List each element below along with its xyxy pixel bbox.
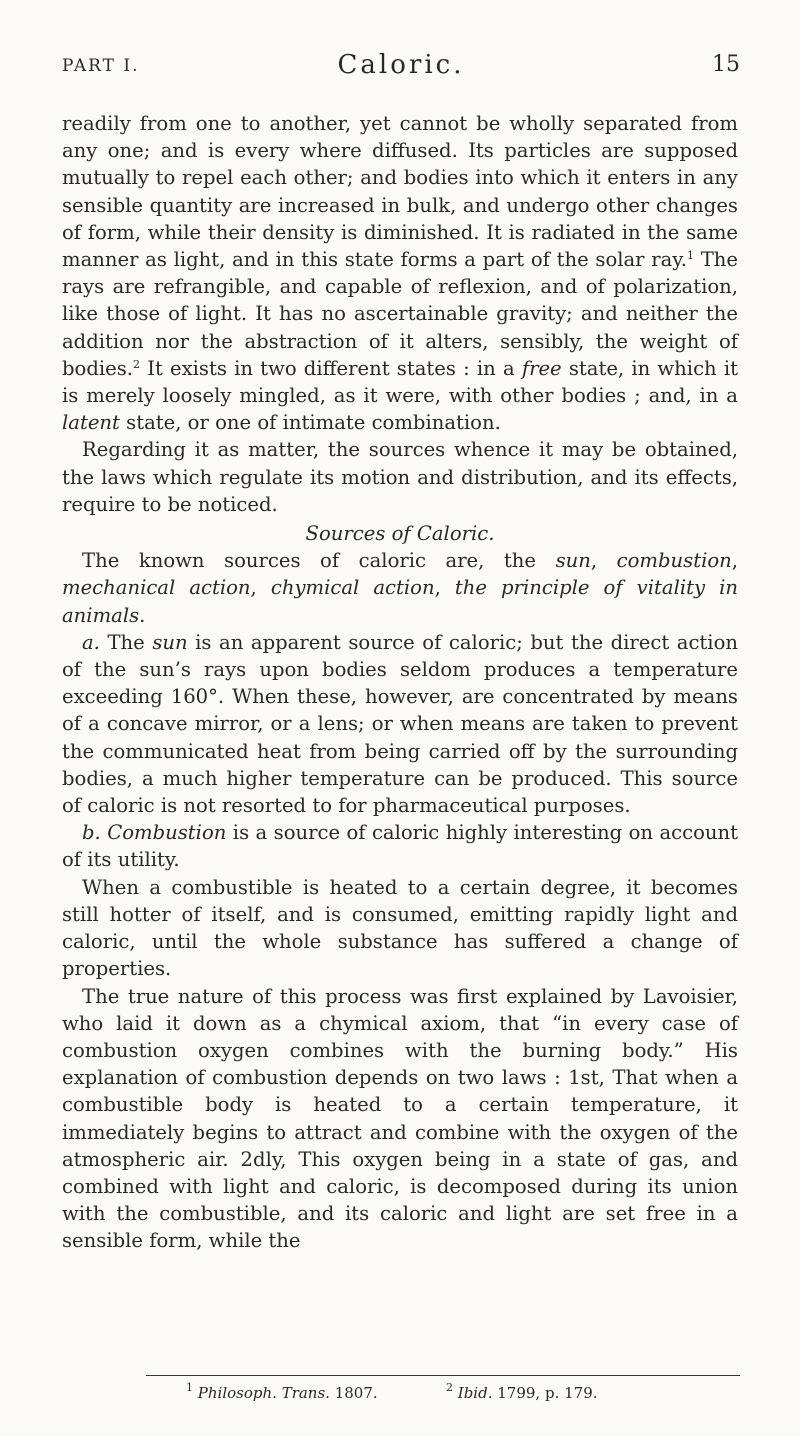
footnote-ref: 1 [687, 249, 694, 263]
chapter-title: Caloric. [337, 50, 465, 80]
part-label: PART I. [62, 56, 140, 76]
running-header [62, 50, 740, 90]
page-number: 15 [712, 52, 740, 77]
paragraph: When a combustible is heated to a certain degree, it becomes still hotter of itself, and is consumed, emitting rapidly light and caloric, until the whole substance has suffered a change of properties. [62, 875, 738, 981]
paragraph: Regarding it as matter, the sources whence it may be obtained, the laws which regulate its motion and distribution, and its effects, require to be noticed. [62, 438, 738, 516]
paragraph-continued: readily from one to another, yet cannot be wholly separated from any one; and is every where diffused. Its particles are supposed mutually to repel each other; and bodies into which it enters in any sensible quantity are increased in bulk, and undergo other changes of form, while their density is diminished. It is radiated in the same manner as light, and in this state forms a part of the solar ray.$^1$ The rays are refrangible, and capable of reflexion, and of polarization, like those of light. It has no ascertainable gravity; and neither the addition nor the abstraction of it alters, sensibly, the weight of bodies.$^2$ It exists in two different states : in a free state, in which it is merely loosely mingled, as it were, with other bodies ; and, in a latent state, or one of intimate combination. [62, 112, 738, 435]
paragraph: The true nature of this process was first explained by Lavoisier, who laid it down as a chymical axiom, that “in every case of combustion oxygen combines with the burning body.” His explanation of combustion depends on two laws : 1st, That when a combustible body is heated to a certain temperature, it immediately begins to attract and combine with the oxygen of the atmospheric air. 2dly, This oxygen being in a state of gas, and combined with light and caloric, is decomposed during its union with the combustible, and its caloric and light are set free in a sensible form, while the [62, 984, 738, 1253]
body-text [62, 110, 738, 1255]
paragraph: a. The sun is an apparent source of caloric; but the direct action of the sun’s rays upon bodies seldom produces a temperature exceeding 160°. When these, however, are concentrated by means of a concave mirror, or a lens; or when means are taken to prevent the communicated heat from being carried off by the surrounding bodies, a much higher temperature can be produced. This source of caloric is not resorted to for pharmaceutical purposes. [62, 630, 738, 818]
footnote-rule [146, 1375, 740, 1376]
footnote-ref: 2 [133, 357, 141, 371]
item-label: a. [82, 630, 100, 654]
section-heading: Sources of Caloric. [305, 522, 495, 546]
paragraph: The known sources of caloric are, the sun, combustion, mechanical action, chymical action, the principle of vitality in animals. [62, 549, 739, 627]
paragraph: b. Combustion is a source of caloric highly interesting on account of its utility. [62, 821, 738, 872]
footnote: $^1$ Philosoph. Trans. 1807. [186, 1381, 378, 1402]
footnote: $^2$ Ibid. 1799, p. 179. [446, 1381, 598, 1402]
item-label: b. [82, 821, 101, 845]
